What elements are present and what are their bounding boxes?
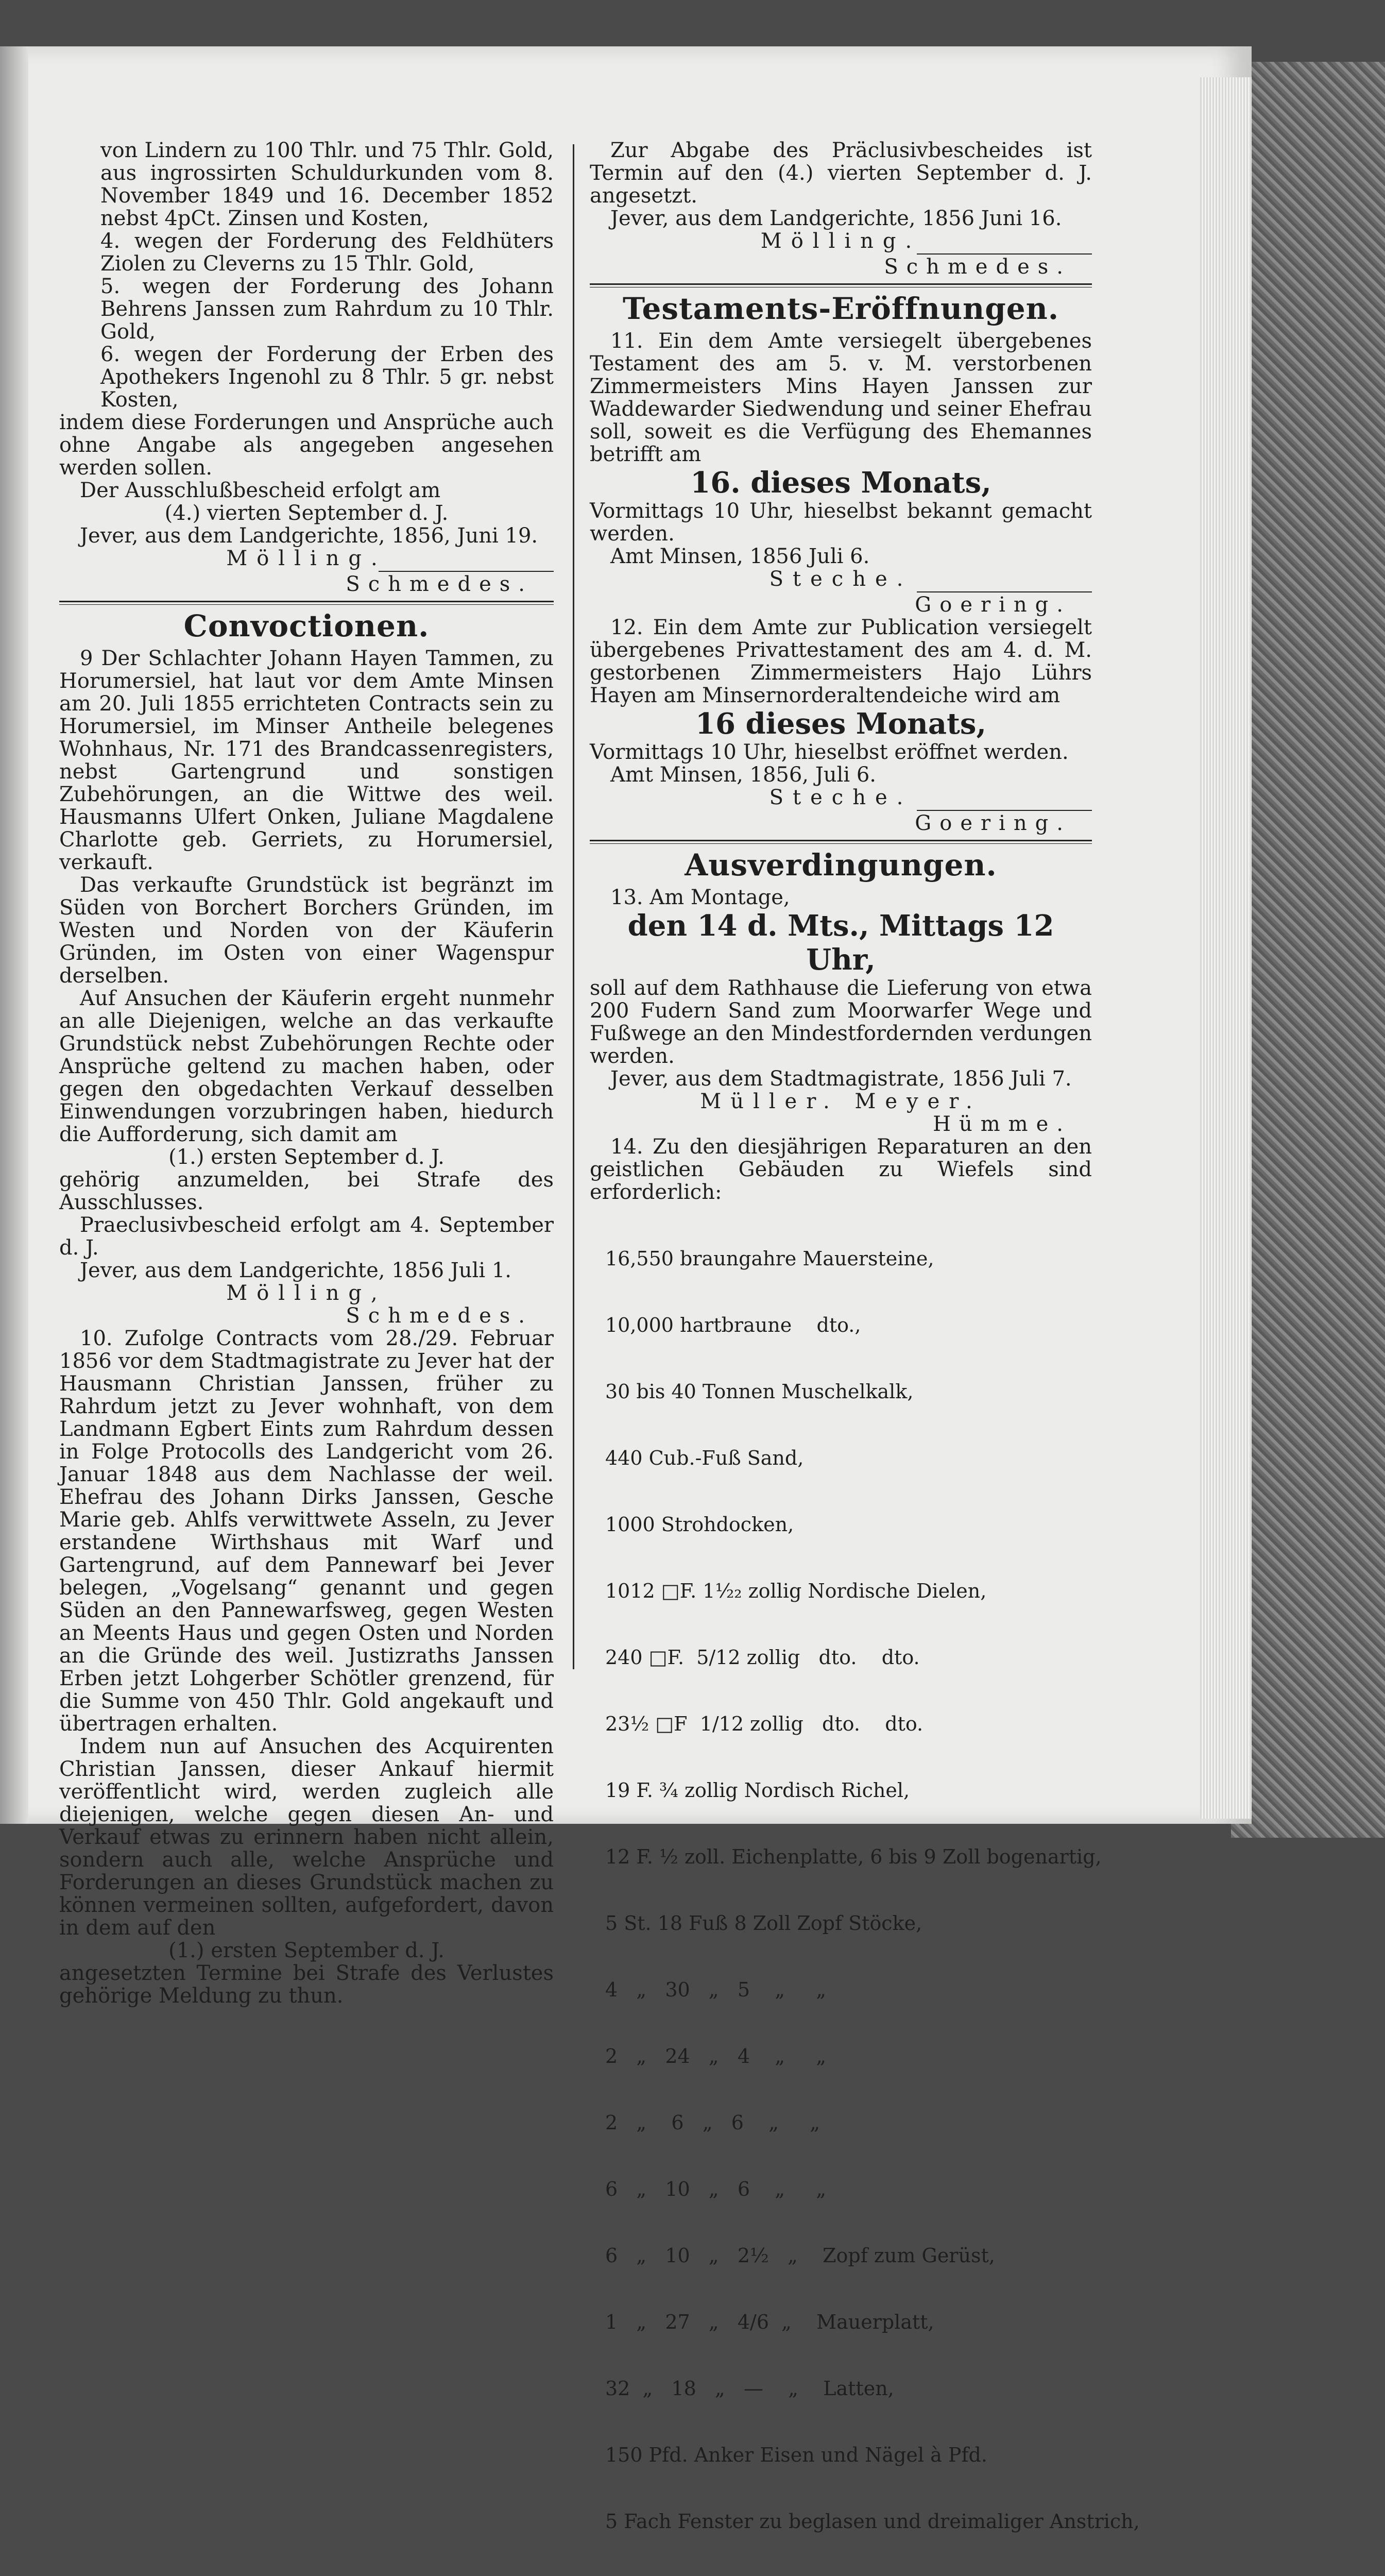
date-line: (1.) ersten September d. J.: [168, 1145, 444, 1169]
list-item: 1 „ 27 „ 4/6 „ Mauerplatt,: [605, 2311, 934, 2333]
signature: Schmedes.: [346, 572, 533, 596]
list-item: 32 „ 18 „ — „ Latten,: [605, 2377, 894, 2400]
paragraph: Vormittags 10 Uhr, hieselbst eröffnet werden.: [590, 740, 1069, 764]
signature-rule: [917, 253, 1092, 255]
binding-board: [1231, 62, 1385, 1838]
signature-rule: [379, 571, 554, 572]
list-item: 440 Cub.-Fuß Sand,: [605, 1447, 804, 1469]
list-item: 5 Fach Fenster zu beglasen und dreimaliger Anstrich,: [605, 2510, 1140, 2533]
list-item: 10,000 hartbraune dto.,: [605, 1314, 861, 1336]
place-date: Amt Minsen, 1856, Juli 6.: [610, 763, 876, 787]
list-item: 5 St. 18 Fuß 8 Zoll Zopf Stöcke,: [605, 1912, 922, 1935]
page-edges: [1200, 77, 1252, 1819]
list-item: 4 „ 30 „ 5 „ „: [605, 1978, 827, 2001]
paragraph: Der Ausschlußbescheid erfolgt am: [80, 479, 441, 502]
signature: Goering.: [915, 811, 1071, 835]
notice-10: 10. Zufolge Contracts vom 28./29. Februar 1856 vor dem Stadtmagistrate zu Jever hat der Hausmann Christian Janssen, früher zu Rahrdum jetzt zu Jever wohnhaft, von dem Landmann Egbert Eints zum Rahrdum dessen in Folge Protocolls des Landgericht vom 26. Januar 1848 aus dem Nachlasse der weil. Ehefrau des Johann Dirks Janssen, Gesche Marie geb. Ahlfs verwittwete Asseln, zu Jever erstandene Wirthshaus mit Warf und Gartengrund, auf dem Pannewarf bei Jever belegen, „Vogelsang“ genannt und gegen Süden an den Pannewarfsweg, gegen Westen an Meents Haus und gegen Osten und Norden an die Gründe des weil. Justizraths Janssen Erben jetzt Lohgerber Schötler grenzend, für die Summe von 450 Thlr. Gold angekauft und übertragen erhalten.: [59, 1327, 554, 1736]
paragraph: angesetzten Termine bei Strafe des Verlustes gehörige Meldung zu thun.: [59, 1961, 554, 2008]
signature: Mölling.: [760, 229, 921, 253]
paragraph: Praeclusivbescheid erfolgt am 4. September d. J.: [59, 1213, 554, 1260]
right-column: [590, 139, 1140, 2576]
place-date: Jever, aus dem Landgerichte, 1856 Juni 16.: [610, 207, 1062, 230]
list-item: 5. wegen der Forderung des Johann Behrens Janssen zum Rahrdum zu 10 Thlr. Gold,: [100, 275, 554, 344]
section-heading: Ausverdingungen.: [685, 848, 997, 883]
paragraph: Das verkaufte Grundstück ist begränzt im Süden von Borchert Borchers Gründen, im Westen und Norden von der Käuferin Gründen, im Osten von einer Wagenspur derselben.: [59, 873, 554, 988]
signature: Schmedes.: [884, 255, 1071, 279]
signature: Goering.: [915, 593, 1071, 617]
paragraph: gehörig anzumelden, bei Strafe des Ausschlusses.: [59, 1168, 554, 1214]
list-item: 16,550 braungahre Mauersteine,: [605, 1247, 934, 1270]
notice-12: 12. Ein dem Amte zur Publication versiegelt übergebenes Privattestament des am 4. d. M. gestorbenen Zimmermeisters Hajo Lührs Hayen am Minsernorderaltendeiche wird am: [590, 616, 1092, 707]
list-item: 4. wegen der Forderung des Feldhüters Ziolen zu Cleverns zu 15 Thlr. Gold,: [100, 229, 554, 276]
signature: Mölling.: [226, 547, 387, 570]
paragraph: Zur Abgabe des Präclusivbescheides ist Termin auf den (4.) vierten September d. J. angesetzt.: [590, 139, 1092, 208]
signature: Mölling,: [226, 1281, 387, 1305]
section-heading: Testaments-Eröffnungen.: [622, 291, 1059, 326]
section-separator: [59, 601, 554, 605]
paragraph: soll auf dem Rathhause die Lieferung von etwa 200 Fudern Sand zum Moorwarfer Wege und Fußwege an den Mindestfordernden verdungen werden.: [590, 976, 1092, 1068]
place-date: Jever, aus dem Landgerichte, 1856, Juni 19.: [80, 524, 538, 548]
list-item: von Lindern zu 100 Thlr. und 75 Thlr. Gold, aus ingrossirten Schuldurkunden vom 8. November 1849 und 16. December 1852 nebst 4pCt. Zinsen und Kosten,: [100, 139, 554, 230]
signature: Müller. Meyer.: [700, 1090, 982, 1113]
date-line: (4.) vierten September d. J.: [164, 501, 449, 525]
date-line: (1.) ersten September d. J.: [168, 1939, 444, 1962]
paragraph: Vormittags 10 Uhr, hieselbst bekannt gemacht werden.: [590, 499, 1092, 546]
list-item: 6 „ 10 „ 2½ „ Zopf zum Gerüst,: [605, 2244, 995, 2267]
signature-rule: [917, 591, 1092, 592]
paragraph: Auf Ansuchen der Käuferin ergeht nunmehr an alle Diejenigen, welche an das verkaufte Grundstück nebst Zubehörungen Rechte oder Ansprüche geltend zu machen haben, oder gegen den obgedachten Verkauf desselben Einwendungen vorzubringen haben, hiedurch die Aufforderung, sich damit am: [59, 987, 554, 1146]
place-date: Jever, aus dem Stadtmagistrate, 1856 Juli 7.: [610, 1067, 1072, 1091]
list-item: 19 F. ¾ zollig Nordisch Richel,: [605, 1779, 910, 1802]
date-display: 16. dieses Monats,: [690, 466, 991, 500]
materials-list: [590, 1204, 1140, 2576]
signature: Schmedes.: [346, 1304, 533, 1328]
list-item: 1012 □F. 1½₂ zollig Nordische Dielen,: [605, 1580, 987, 1602]
date-display: den 14 d. Mts., Mittags 12 Uhr,: [627, 909, 1054, 977]
place-date: Jever, aus dem Landgerichte, 1856 Juli 1.: [80, 1259, 511, 1282]
notice-9: 9 Der Schlachter Johann Hayen Tammen, zu Horumersiel, hat laut vor dem Amte Minsen am 20. Juli 1855 errichteten Contracts sein zu Horumersiel, im Minser Antheile belegenes Wohnhaus, Nr. 171 des Brandcassenregisters, nebst Gartengrund und sonstigen Zubehörungen, an die Wittwe des weil. Hausmanns Ulfert Onken, Juliane Magdalene Charlotte geb. Gerriets, zu Horumersiel, verkauft.: [59, 647, 554, 874]
notice-11: 11. Ein dem Amte versiegelt übergebenes Testament des am 5. v. M. verstorbenen Zimmermeisters Mins Hayen Janssen zur Waddewarder Siedwendung und seiner Ehefrau soll, soweit es die Verfügung des Ehemannes betrifft am: [590, 329, 1092, 466]
page-gutter: [0, 46, 28, 1824]
list-item: 1000 Strohdocken,: [605, 1513, 794, 1536]
notice-13: 13. Am Montage,: [610, 886, 790, 909]
list-item: 30 bis 40 Tonnen Muschelkalk,: [605, 1380, 914, 1403]
place-date: Amt Minsen, 1856 Juli 6.: [610, 545, 870, 568]
list-item: 23½ □F 1/12 zollig dto. dto.: [605, 1713, 924, 1735]
signature: Hümme.: [933, 1112, 1071, 1136]
section-separator: [590, 840, 1092, 844]
date-display: 16 dieses Monats,: [695, 707, 986, 741]
left-column: [59, 139, 554, 2007]
column-rule: [573, 144, 574, 1669]
signature: Steche.: [769, 567, 913, 591]
paragraph: indem diese Forderungen und Ansprüche auch ohne Angabe als angegeben angesehen werden sollen.: [59, 411, 554, 480]
section-separator: [590, 283, 1092, 287]
list-item: 6. wegen der Forderung der Erben des Apothekers Ingenohl zu 8 Thlr. 5 gr. nebst Kosten,: [100, 343, 554, 412]
notice-14: 14. Zu den diesjährigen Reparaturen an den geistlichen Gebäuden zu Wiefels sind erforderlich:: [590, 1135, 1092, 1204]
list-item: 12 F. ½ zoll. Eichenplatte, 6 bis 9 Zoll bogenartig,: [605, 1845, 1102, 1868]
list-item: 2 „ 6 „ 6 „ „: [605, 2111, 820, 2134]
paragraph: Indem nun auf Ansuchen des Acquirenten Christian Janssen, dieser Ankauf hiermit veröffentlicht wird, werden zugleich alle diejenigen, welche gegen diesen An- und Verkauf etwas zu erinnern haben nicht allein, sondern auch alle, welche Ansprüche und Forderungen an dieses Grundstück machen zu können vermeinen sollten, aufgefordert, davon in dem auf den: [59, 1735, 554, 1940]
list-item: 2 „ 24 „ 4 „ „: [605, 2045, 827, 2067]
list-item: 240 □F. 5/12 zollig dto. dto.: [605, 1646, 920, 1669]
list-item: 150 Pfd. Anker Eisen und Nägel à Pfd.: [605, 2444, 987, 2466]
signature: Steche.: [769, 786, 913, 809]
signature-rule: [917, 810, 1092, 811]
list-item: 6 „ 10 „ 6 „ „: [605, 2178, 827, 2200]
section-heading: Convoctionen.: [183, 608, 430, 643]
